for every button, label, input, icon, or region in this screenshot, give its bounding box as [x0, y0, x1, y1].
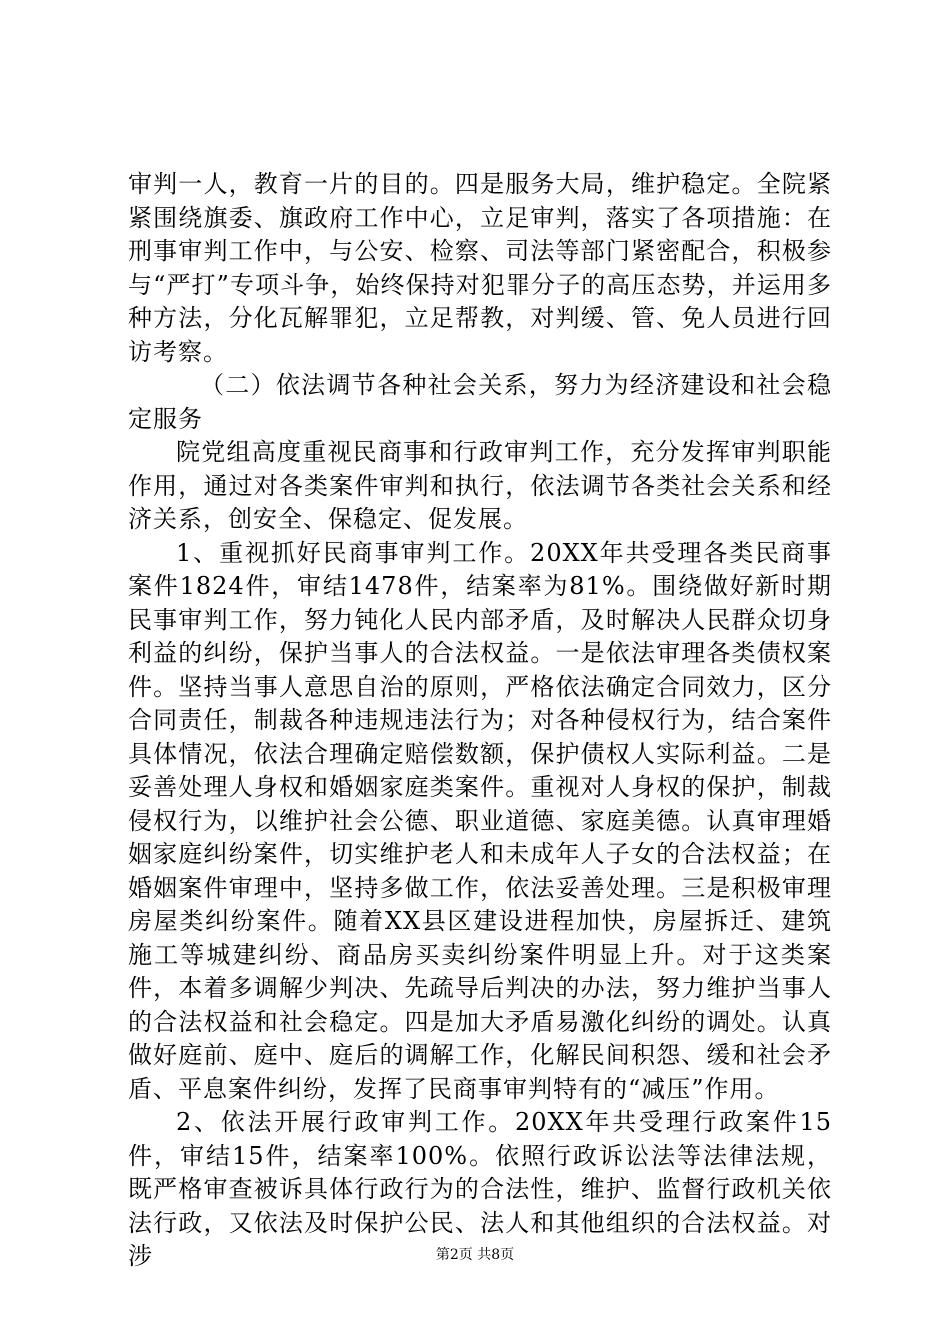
paragraph-civil-commercial: 1、重视抓好民商事审判工作。20XX年共受理各类民商事案件1824件，审结1478件，结案率为81%。围绕做好新时期民事审判工作，努力钝化人民内部矛盾，及时解决人民群众切身利益的纠纷，保护当事人的合法权益。一是依法审理各类债权案件。坚持当事人意思自治的原则，严格依法确定合同效力，区分合同责任，制裁各种违规违法行为；对各种侵权行为，结合案件具体情况，依法合理确定赔偿数额，保护债权人实际利益。二是妥善处理人身权和婚姻家庭类案件。重视对人身权的保护，制裁侵权行为，以维护社会公德、职业道德、家庭美德。认真审理婚姻家庭纠纷案件，切实维护老人和未成年人子女的合法权益；在婚姻案件审理中，坚持多做工作，依法妥善处理。三是积极审理房屋类纠纷案件。随着XX县区建设进程加快，房屋拆迁、建筑施工等城建纠纷、商品房买卖纠纷案件明显上升。对于这类案件，本着多调解少判决、先疏导后判决的办法，努力维护当事人的合法权益和社会稳定。四是加大矛盾易激化纠纷的调处。认真做好庭前、庭中、庭后的调解工作，化解民间积怨、缓和社会矛盾、平息案件纠纷，发挥了民商事审判特有的“减压”作用。: [128, 538, 832, 1103]
paragraph-administrative: 2、依法开展行政审判工作。20XX年共受理行政案件15件，审结15件，结案率100%。依照行政诉讼法等法律法规，既严格审查被诉具体行政行为的合法性，维护、监督行政机关依法行政，又依法及时保护公民、法人和其他组织的合法权益。对涉: [128, 1108, 832, 1270]
page-footer: 第2页 共8页: [435, 1247, 515, 1263]
document-body: [128, 168, 832, 1274]
paragraph-intro: 院党组高度重视民商事和行政审判工作，充分发挥审判职能作用，通过对各类案件审判和执行，依法调节各类社会关系和经济关系，创安全、保稳定、促发展。: [128, 438, 832, 533]
paragraph-continuation: 审判一人，教育一片的目的。四是服务大局，维护稳定。全院紧紧围绕旗委、旗政府工作中心，立足审判，落实了各项措施：在刑事审判工作中，与公安、检察、司法等部门紧密配合，积极参与“严打”专项斗争，始终保持对犯罪分子的高压态势，并运用多种方法，分化瓦解罪犯，立足帮教，对判缓、管、免人员进行回访考察。: [128, 170, 832, 366]
section-heading: （二）依法调节各种社会关系，努力为经济建设和社会稳定服务: [128, 371, 832, 433]
